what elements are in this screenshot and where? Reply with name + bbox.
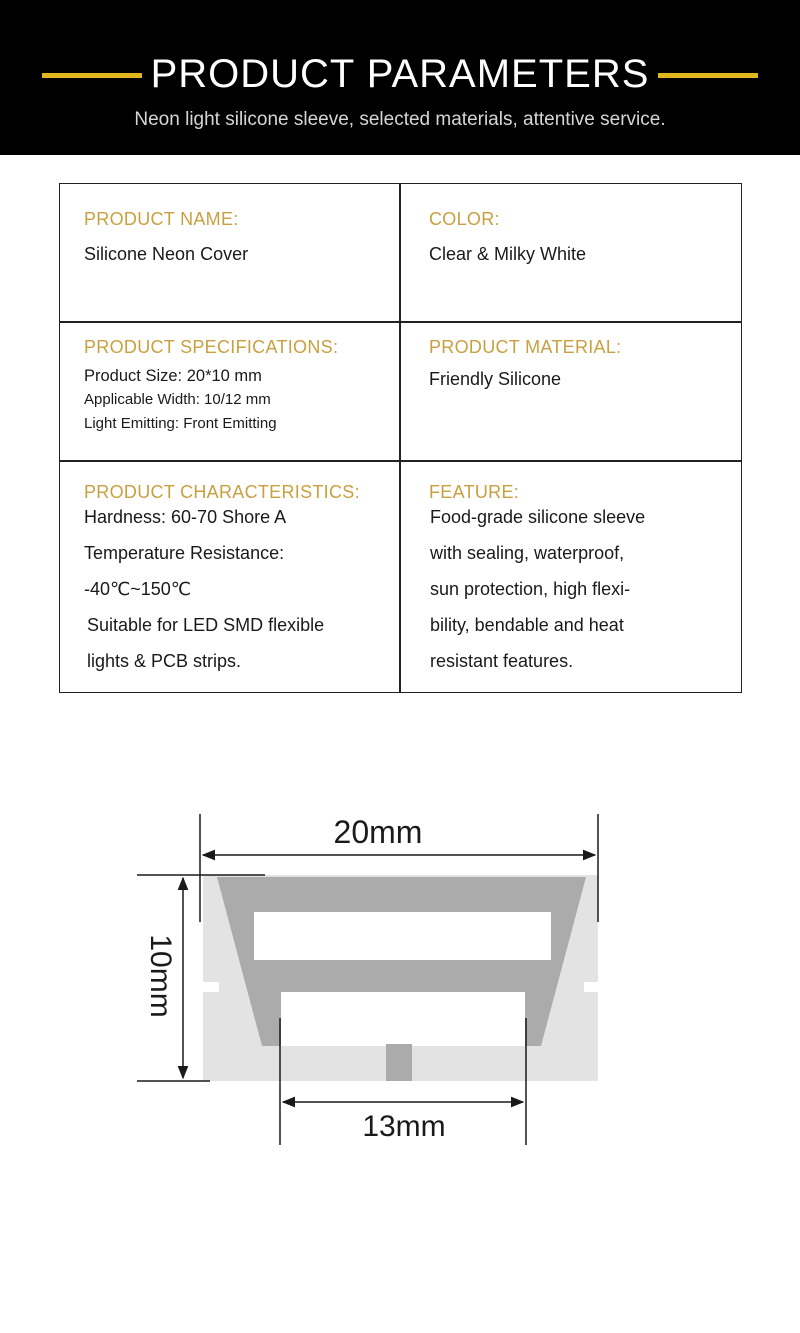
profile-center-tab [386,1044,412,1081]
characteristics-line: lights & PCB strips. [87,651,242,671]
characteristics-line: -40℃~150℃ [84,579,191,599]
inner-width-label: 13mm [362,1110,446,1143]
characteristics-line: Temperature Resistance: [84,543,285,563]
specifications-cell [84,336,338,434]
material-label: PRODUCT MATERIAL: [429,337,622,357]
characteristics-line: Suitable for LED SMD flexible [87,615,325,635]
characteristics-cell [84,481,360,679]
color-label: COLOR: [429,209,500,229]
characteristics-label: PRODUCT CHARACTERISTICS: [84,482,360,502]
table-divider-row1 [60,321,741,323]
table-divider-row2 [60,460,741,462]
color-cell [429,208,586,265]
spec-line: Light Emitting: Front Emitting [84,415,277,432]
profile-upper-channel [254,912,551,960]
feature-line: sun protection, high flexi- [430,579,631,599]
page-title: PRODUCT PARAMETERS [150,52,650,96]
characteristics-line: Hardness: 60-70 Shore A [84,507,287,527]
product-name-label: PRODUCT NAME: [84,209,239,229]
feature-line: Food-grade silicone sleeve [430,507,646,527]
header-banner [0,0,800,155]
profile-dimension-diagram [0,790,800,1210]
feature-line: bility, bendable and heat [430,615,624,635]
material-value: Friendly Silicone [429,369,562,389]
profile-left-notch [203,982,219,992]
feature-line: resistant features. [430,651,574,671]
material-cell [429,336,621,390]
product-name-cell [84,208,248,265]
profile-strip-slot [281,992,525,1046]
specifications-label: PRODUCT SPECIFICATIONS: [84,337,339,357]
feature-label: FEATURE: [429,482,520,502]
parameters-table [59,183,742,693]
feature-cell [429,481,645,679]
page-subtitle: Neon light silicone sleeve, selected materials, attentive service. [134,109,666,130]
height-label: 10mm [144,934,177,1018]
spec-line: Product Size: 20*10 mm [84,367,262,385]
width-label: 20mm [333,814,423,850]
table-divider-vertical [399,184,401,692]
profile-right-notch [584,982,598,992]
color-value: Clear & Milky White [429,244,587,264]
product-name-value: Silicone Neon Cover [84,244,249,264]
spec-line: Applicable Width: 10/12 mm [84,391,271,408]
feature-line: with sealing, waterproof, [430,543,625,563]
